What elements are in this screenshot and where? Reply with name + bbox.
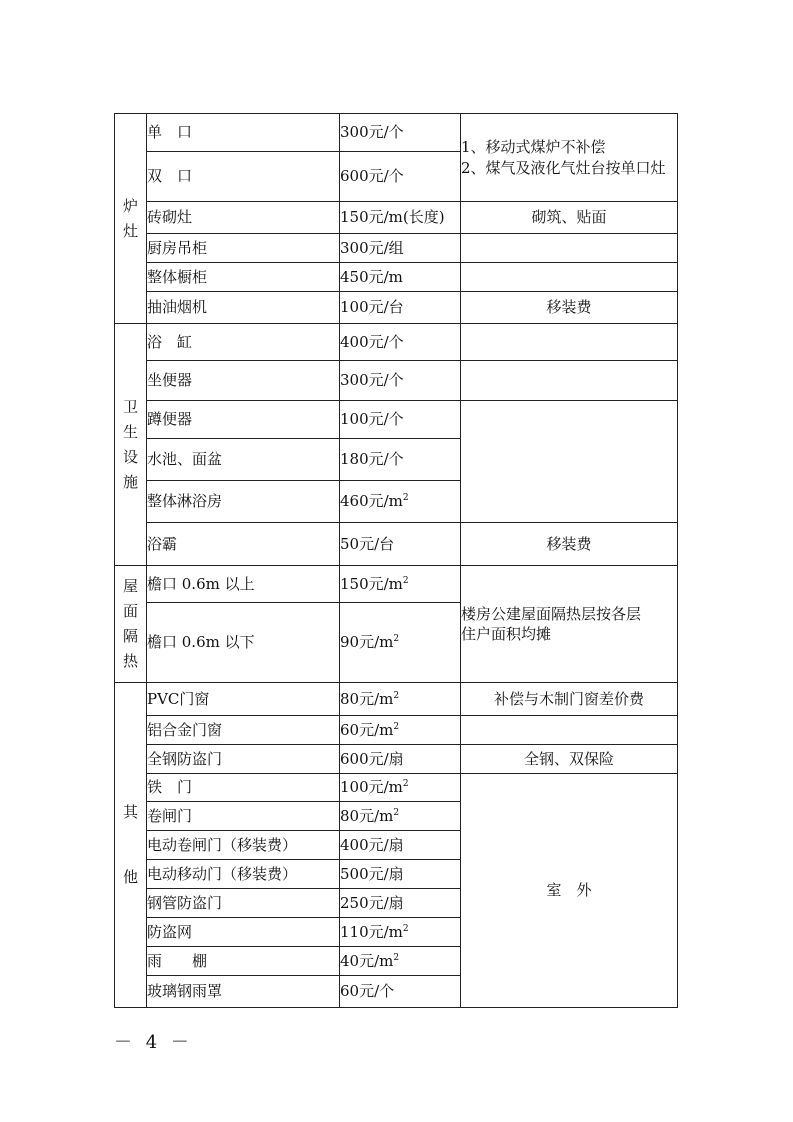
item-price: 300元/个 [340,361,461,401]
note-stove [461,114,678,202]
note-line: 2、煤气及液化气灶台按单口灶 [461,158,666,177]
item-name: 整体橱柜 [147,263,340,292]
item-name: 浴 缸 [147,324,340,361]
table-row [115,361,678,401]
item-price: 250元/扇 [340,889,461,918]
category-stove: 炉 灶 [115,114,147,324]
note-outdoor: 室 外 [461,774,678,1008]
table-row [115,716,678,745]
item-price: 60元$/m^2$ [340,716,461,745]
item-price: 150元$/m^2$ [340,566,461,603]
note-hood: 移装费 [461,292,678,324]
item-price: 400元/个 [340,324,461,361]
table-row [115,683,678,716]
item-name: 单 口 [147,114,340,152]
page-number: － 4 － [114,1032,193,1053]
table-row [115,234,678,263]
item-name: 砖砌灶 [147,202,340,234]
item-price: 50元/台 [340,523,461,566]
item-name: 檐口 0.6m 以下 [147,603,340,683]
note-empty [461,263,678,292]
table-row [115,114,678,152]
item-name: 浴霸 [147,523,340,566]
item-name: 厨房吊柜 [147,234,340,263]
item-name: 坐便器 [147,361,340,401]
item-name: 双 口 [147,152,340,202]
note-steel-door: 全钢、双保险 [461,745,678,774]
note-empty [461,716,678,745]
note-empty [461,234,678,263]
item-name: 卷闸门 [147,802,340,831]
category-sanitary: 卫 生 设 施 [115,324,147,566]
item-price: 600元/扇 [340,745,461,774]
item-name: 钢管防盗门 [147,889,340,918]
item-name: 水池、面盆 [147,439,340,481]
item-price: 180元/个 [340,439,461,481]
note-empty [461,324,678,361]
item-name: 电动移动门（移装费） [147,860,340,889]
table-row [115,774,678,802]
item-price: 400元/扇 [340,831,461,860]
table-row [115,263,678,292]
note-line: 楼房公建屋面隔热层按各层 [461,604,642,623]
table-row [115,324,678,361]
note-bath-heater: 移装费 [461,523,678,566]
table-row [115,566,678,603]
item-price: 80元$/m^2$ [340,683,461,716]
item-price: 150元/m(长度) [340,202,461,234]
table-row [115,202,678,234]
item-name: 整体淋浴房 [147,481,340,523]
category-roof: 屋 面 隔 热 [115,566,147,683]
item-price: 460元$/m^2$ [340,481,461,523]
item-name: 防盗网 [147,918,340,947]
item-price: 300元/个 [340,114,461,152]
note-line: 1、移动式煤炉不补偿 [461,138,606,157]
item-name: 玻璃钢雨罩 [147,976,340,1008]
item-price: 450元/m [340,263,461,292]
item-name: 蹲便器 [147,401,340,439]
item-name: 电动卷闸门（移装费） [147,831,340,860]
item-price: 110元$/m^2$ [340,918,461,947]
table-row [115,292,678,324]
item-name: PVC门窗 [147,683,340,716]
note-empty [461,401,678,523]
item-price: 60元/个 [340,976,461,1008]
note-brick: 砌筑、贴面 [461,202,678,234]
table-row [115,401,678,439]
item-name: 铁 门 [147,774,340,802]
compensation-table [114,113,678,1008]
category-other: 其 他 [115,683,147,1008]
item-price: 100元/个 [340,401,461,439]
item-price: 40元$/m^2$ [340,947,461,976]
item-name: 铝合金门窗 [147,716,340,745]
note-empty [461,361,678,401]
item-name: 檐口 0.6m 以上 [147,566,340,603]
item-price: 300元/组 [340,234,461,263]
item-price: 90元$/m^2$ [340,603,461,683]
item-name: 全钢防盗门 [147,745,340,774]
note-pvc: 补偿与木制门窗差价费 [461,683,678,716]
note-roof [461,566,678,683]
item-price: 500元/扇 [340,860,461,889]
item-price: 600元/个 [340,152,461,202]
item-name: 雨 棚 [147,947,340,976]
item-price: 100元$/m^2$ [340,774,461,802]
item-price: 80元$/m^2$ [340,802,461,831]
item-name: 抽油烟机 [147,292,340,324]
table-row [115,745,678,774]
note-line: 住户面积均摊 [461,625,552,643]
table-row [115,523,678,566]
item-price: 100元/台 [340,292,461,324]
